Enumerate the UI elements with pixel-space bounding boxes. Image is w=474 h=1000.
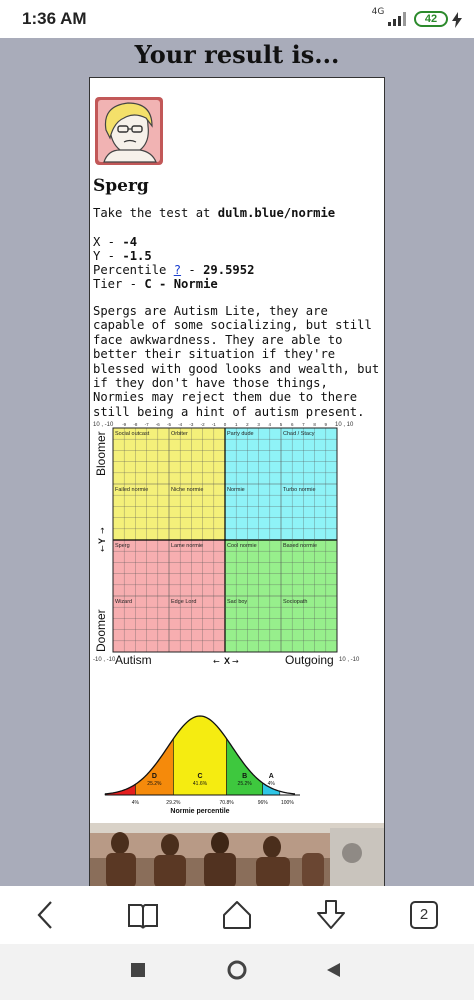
bell-grade-label: D [151, 773, 157, 780]
bell-tick-label: 70.8% [219, 800, 234, 806]
axis-autism: Autism [115, 653, 152, 667]
page-title: Your result is... [134, 40, 340, 69]
bell-pct-label: 25.2% [147, 781, 162, 787]
test-url: dulm.blue/normie [217, 206, 336, 220]
percentile-value: 29.5952 [203, 263, 255, 277]
y-value: -1.5 [122, 249, 152, 263]
tier-line [93, 277, 218, 291]
bell-xlabel: Normie percentile [170, 808, 230, 815]
home-icon[interactable] [220, 898, 254, 932]
result-description: Spergs are Autism Lite, they are capable of some socializing, but still face awkwardness. They are able to better their situation if they're blessed with good looks and wealth, but if they don't have those things, Normies may reject them due to there still being a hint of autism present. [93, 304, 380, 419]
x-value: -4 [122, 235, 138, 249]
compass-tick-label: 5 [279, 422, 283, 427]
compass-tick-label: 3 [257, 422, 260, 427]
compass-tick-label: -7 [144, 422, 149, 427]
corner-top-right: 10 , 10 [335, 422, 354, 428]
browser-nav-bar [0, 886, 474, 944]
compass-cell-label: Wizard [115, 599, 133, 605]
bell-tick-label: 100% [281, 800, 294, 806]
axis-x-left-arrow: ← [213, 657, 220, 666]
compass-tick-label: 8 [313, 422, 316, 427]
compass-cell-label: Based normie [283, 543, 317, 549]
back-icon[interactable] [29, 898, 63, 932]
percentile-help-link[interactable]: ? [173, 263, 182, 277]
bell-tick-label: 29.2% [166, 800, 181, 806]
compass-tick-label: -5 [166, 422, 172, 427]
corner-bottom-left: -10 , -10 [93, 657, 116, 663]
compass-tick-label: 2 [246, 422, 249, 427]
bell-grade-label: B [242, 773, 248, 780]
compass-cell-label: Turbo normie [283, 487, 316, 493]
compass-tick-label: -1 [211, 422, 216, 427]
bell-grade-label: C [197, 773, 203, 780]
download-icon[interactable] [314, 898, 348, 932]
axis-bloomer: Bloomer [94, 431, 108, 476]
corner-top-left: 10 , -10 [93, 422, 114, 428]
x-line [93, 235, 137, 249]
network-type: 4G [371, 7, 385, 17]
percentile-label: Percentile [93, 263, 174, 277]
bell-tick-label: 4% [131, 800, 140, 806]
signal-icon [388, 12, 408, 26]
compass-tick-label: -9 [122, 422, 127, 427]
axis-y-up-arrow: → [98, 527, 107, 534]
y-line [93, 249, 152, 263]
compass-tick-label: -4 [178, 422, 183, 427]
axis-outgoing: Outgoing [285, 653, 334, 667]
bell-pct-label: 25.2% [237, 781, 252, 787]
compass-tick-label: -8 [133, 422, 138, 427]
status-bar [0, 0, 474, 38]
bell-pct-label: 4% [267, 781, 275, 787]
bookmarks-icon[interactable] [126, 898, 160, 932]
compass-tick-label: 6 [290, 422, 294, 427]
recents-icon[interactable] [130, 962, 146, 978]
axis-y-down-arrow: ← [98, 545, 107, 552]
system-back-icon[interactable] [325, 962, 341, 978]
compass-cell-label: Party dude [227, 431, 254, 437]
compass-tick-label: 4 [268, 422, 272, 427]
tabs-button[interactable]: 2 [410, 901, 438, 929]
percentile-line [93, 263, 254, 277]
compass-cell-label: Sad boy [227, 599, 248, 605]
y-label: Y - [93, 249, 123, 263]
tier-label: Tier - [93, 277, 145, 291]
tier-value: C - Normie [144, 277, 218, 291]
test-prefix: Take the test at [93, 206, 218, 220]
compass-tick-label: 7 [302, 422, 305, 427]
bell-grade-label: A [268, 773, 274, 780]
avatar [94, 96, 164, 166]
result-card [89, 77, 385, 887]
compass-cell-label: Sociopath [283, 599, 308, 605]
compass-cell-label: Niche normie [171, 487, 204, 493]
compass-cell-label: Chad / Stacy [283, 431, 315, 437]
percentile-sep: - [181, 263, 204, 277]
bell-tick-label: 96% [257, 800, 268, 806]
photo-thumbnail [90, 823, 385, 887]
result-name: Sperg [93, 176, 149, 196]
system-nav-bar [0, 944, 474, 1000]
axis-x-right-arrow: → [232, 657, 239, 666]
x-label: X - [93, 235, 123, 249]
normie-percentile-bell-curve [100, 708, 300, 818]
compass-cell-label: Edge Lord [171, 599, 197, 605]
compass-cell-label: Social outcast [115, 431, 150, 437]
compass-cell-label: Lame normie [171, 543, 204, 549]
compass-tick-label: 0 [223, 422, 227, 427]
axis-x-label: X [224, 656, 231, 666]
compass-cell-label: Normie [227, 487, 245, 493]
battery-icon: 42 [414, 11, 448, 27]
charging-icon [452, 12, 462, 28]
test-line [93, 206, 335, 220]
axis-y-label: Y [97, 537, 107, 544]
normie-compass [93, 418, 368, 668]
compass-tick-label: -2 [200, 422, 205, 427]
compass-cell-label: Sperg [115, 543, 130, 549]
axis-doomer: Doomer [94, 609, 108, 652]
compass-cell-label: Orbiter [171, 431, 188, 437]
compass-tick-label: 1 [234, 422, 238, 427]
system-home-icon[interactable] [227, 960, 247, 980]
compass-cell-label: Cool normie [227, 543, 257, 549]
status-time: 1:36 AM [22, 9, 87, 28]
compass-tick-label: 9 [324, 422, 328, 427]
compass-cell-label: Failed normie [115, 487, 149, 493]
corner-bottom-right: 10 , -10 [339, 657, 360, 663]
compass-tick-label: -6 [155, 422, 160, 427]
compass-tick-label: -3 [189, 422, 194, 427]
bell-pct-label: 41.6% [192, 781, 208, 787]
